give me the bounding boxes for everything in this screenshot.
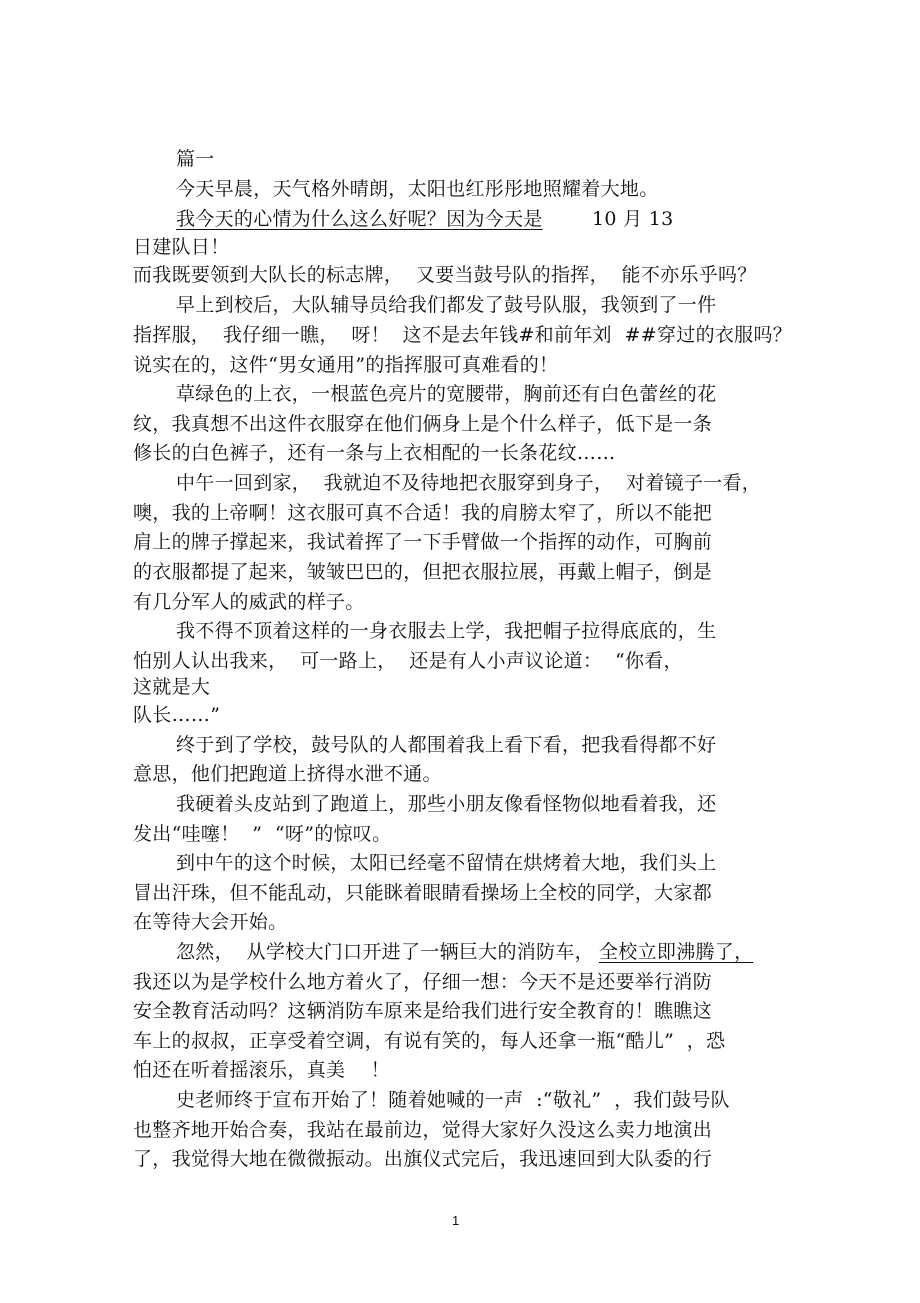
text-line: 早上到校后，大队辅导员给我们都发了鼓号队服，我领到了一件 xyxy=(176,294,717,316)
text-line: 有几分军人的威武的样子。 xyxy=(133,591,365,613)
text-line: 修长的白色裤子，还有一条与上衣相配的一长条花纹…… xyxy=(133,442,616,464)
text-line: 意思，他们把跑道上挤得水泄不通。 xyxy=(133,763,442,785)
text-line: 了，我觉得大地在微微振动。出旗仪式完后，我迅速回到大队委的行 xyxy=(133,1148,713,1170)
text-line: 车上的叔叔，正享受着空调，有说有笑的，每人还拿一瓶“酷儿” ，恐 xyxy=(133,1030,726,1052)
underlined-text-phrase: 全校立即沸腾了， xyxy=(599,941,754,963)
text-line: 这就是大 xyxy=(133,676,211,698)
text-line: 在等待大会开始。 xyxy=(133,911,288,933)
text-line: 我硬着头皮站到了跑道上，那些小朋友像看怪物似地看着我，还 xyxy=(176,793,717,815)
underlined-text-line: 我今天的心情为什么这么好呢？因为今天是 xyxy=(176,208,543,230)
page-number: 1 xyxy=(452,1213,460,1228)
date-text: 10 月 13 xyxy=(592,208,674,230)
text-line: 安全教育活动吗？这辆消防车原来是给我们进行安全教育的！瞧瞧这 xyxy=(133,1000,713,1022)
text-line: 怕还在听着摇滚乐，真美 ！ xyxy=(133,1059,390,1081)
text-line: 也整齐地开始合奏，我站在最前边，觉得大家好久没这么卖力地演出 xyxy=(133,1119,713,1141)
text-line: 史老师终于宣布开始了！随着她喊的一声 :“敬礼” ，我们鼓号队 xyxy=(176,1089,730,1111)
text-line: 我不得不顶着这样的一身衣服去上学，我把帽子拉得底底的，生 xyxy=(176,620,717,642)
text-line: 队长……” xyxy=(133,704,221,726)
text-line: 日建队日！ xyxy=(133,236,230,258)
text-line: 终于到了学校，鼓号队的人都围着我上看下看，把我看得都不好 xyxy=(176,734,717,756)
text-line: 怕别人认出我来， 可一路上， 还是有人小声议论道： “你看， xyxy=(133,650,683,672)
text-line: 到中午的这个时候，太阳已经毫不留情在烘烤着大地，我们头上 xyxy=(176,852,717,874)
text-line: 指挥服， 我仔细一瞧， 呀！ 这不是去年钱#和前年刘 ##穿过的衣服吗？ xyxy=(133,324,793,346)
text-line: 肩上的牌子撑起来，我试着挥了一下手臂做一个指挥的动作，可胸前 xyxy=(133,531,713,553)
text-line: 忽然， 从学校大门口开进了一辆巨大的消防车， xyxy=(176,941,594,963)
text-line: 发出“哇噻！ ” “呀”的惊叹。 xyxy=(133,823,392,845)
text-line: 冒出汗珠，但不能乱动，只能眯着眼睛看操场上全校的同学，大家都 xyxy=(133,882,713,904)
text-line: 纹，我真想不出这件衣服穿在他们俩身上是个什么样子，低下是一条 xyxy=(133,413,713,435)
text-line: 今天早晨，天气格外晴朗，太阳也红彤彤地照耀着大地。 xyxy=(176,178,659,200)
text-line: 草绿色的上衣，一根蓝色亮片的宽腰带，胸前还有白色蕾丝的花 xyxy=(176,383,717,405)
text-line: 而我既要领到大队长的标志牌， 又要当鼓号队的指挥， 能不亦乐乎吗？ xyxy=(133,264,757,286)
text-line: 我还以为是学校什么地方着火了，仔细一想：今天不是还要举行消防 xyxy=(133,971,713,993)
section-heading: 篇一 xyxy=(176,148,215,170)
text-line: 说实在的，这件“男女通用”的指挥服可真难看的！ xyxy=(133,354,559,376)
text-line: 噢，我的上帝啊！这衣服可真不合适！我的肩膀太窄了，所以不能把 xyxy=(133,502,713,524)
text-line: 的衣服都提了起来，皱皱巴巴的，但把衣服拉展，再戴上帽子，倒是 xyxy=(133,561,713,583)
text-line: 中午一回到家， 我就迫不及待地把衣服穿到身子， 对着镜子一看， xyxy=(176,472,762,494)
